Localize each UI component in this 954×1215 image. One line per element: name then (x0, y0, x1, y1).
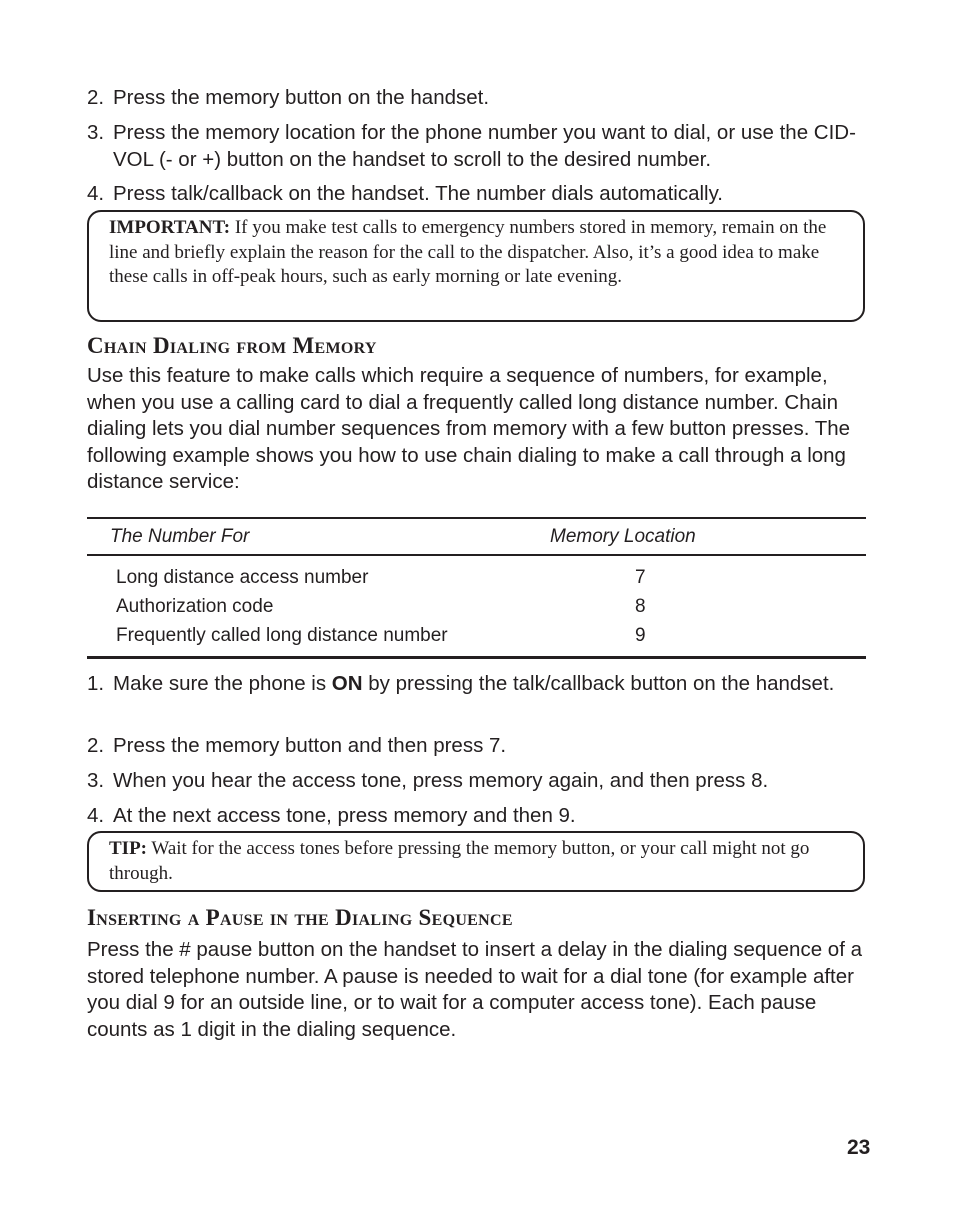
step-number: 4. (87, 182, 105, 205)
step-text: Press the memory button and then press 7. (113, 734, 507, 757)
step-text: by pressing the talk/callback button on the handset. (362, 672, 835, 695)
step-text: At the next access tone, press memory and then 9. (113, 804, 576, 827)
step-number: 3. (87, 769, 105, 792)
step-4-talk-callback (87, 180, 867, 207)
chain-step-3-press-8 (87, 767, 867, 794)
chain-dialing-body: Use this feature to make calls which require a sequence of numbers, for example, when you use a calling card to dial a frequently called long distance number. Chain dialing lets you dial number sequences from memory with a few button presses. The following example shows you how to use chain dialing to make a call through a long distance service: (87, 364, 851, 493)
table-cell-label: Frequently called long distance number (116, 625, 448, 646)
important-text: If you make test calls to emergency numbers stored in memory, remain on the line and briefly explain the reason for the call to the dispatcher. Also, it’s a good idea to make these calls in off-peak hours, such as early morning or late evening. (109, 217, 827, 287)
table-bottom-rule (87, 656, 866, 659)
table-top-rule (87, 517, 866, 519)
table-header-memory-location: Memory Location (550, 526, 696, 547)
step-number: 2. (87, 734, 105, 757)
step-text: Press the memory location for the phone number you want to dial, or use the CID-VOL (- or +) button on the handset to scroll to the desired number. (113, 121, 856, 171)
page-number: 23 (847, 1136, 871, 1159)
table-cell-location: 7 (635, 567, 646, 588)
step-3-memory-location (87, 119, 867, 173)
table-cell-location: 9 (635, 625, 646, 646)
step-text: Make sure the phone is (113, 672, 332, 695)
tip-callout (87, 831, 865, 892)
pause-body: Press the # pause button on the handset to insert a delay in the dialing sequence of a stored telephone number. A pause is needed to wait for a dial tone (for example after you dial 9 for an outside line, or to wait for a computer access tone). Each pause counts as 1 digit in the dialing sequence. (87, 938, 862, 1041)
tip-label: TIP: (109, 838, 147, 859)
step-text: Press talk/callback on the handset. The number dials automatically. (113, 182, 724, 205)
step-number: 2. (87, 86, 105, 109)
step-number: 4. (87, 804, 105, 827)
step-2-memory-button (87, 84, 867, 111)
chain-step-2-press-7 (87, 732, 867, 759)
table-cell-location: 8 (635, 596, 646, 617)
chain-step-1-phone-on (87, 670, 847, 697)
table-cell-label: Long distance access number (116, 567, 369, 588)
on-emphasis: ON (331, 672, 363, 695)
step-number: 3. (87, 121, 105, 144)
chain-dialing-heading: Chain Dialing from Memory (87, 333, 377, 358)
step-number: 1. (87, 672, 105, 695)
important-callout (87, 210, 865, 322)
table-header-rule (87, 554, 866, 556)
chain-step-4-press-9 (87, 802, 867, 829)
pause-heading: Inserting a Pause in the Dialing Sequence (87, 905, 513, 930)
step-text: Press the memory button on the handset. (113, 86, 490, 109)
important-label: IMPORTANT: (109, 217, 231, 238)
table-cell-label: Authorization code (116, 596, 274, 617)
step-text: When you hear the access tone, press memory again, and then press 8. (113, 769, 769, 792)
tip-text: Wait for the access tones before pressing the memory button, or your call might not go through. (109, 838, 810, 884)
table-header-number-for: The Number For (110, 526, 250, 547)
